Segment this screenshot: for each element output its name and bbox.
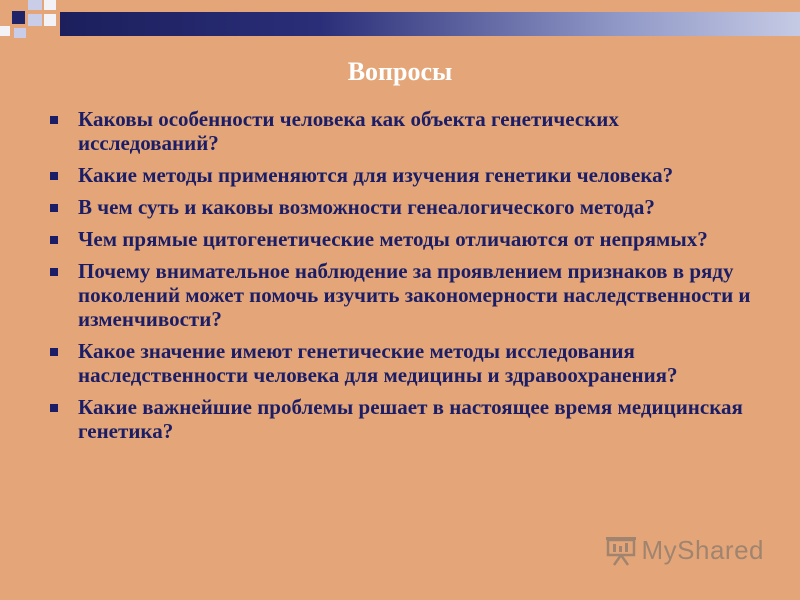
decor-square	[28, 14, 42, 26]
square-bullet-icon	[50, 348, 58, 356]
decor-square	[14, 28, 26, 38]
question-text: Каковы особенности человека как объекта генетических исследований?	[78, 107, 619, 155]
question-item	[48, 339, 758, 387]
question-text: Какие методы применяются для изучения генетики человека?	[78, 163, 674, 187]
top-decoration	[0, 0, 800, 36]
question-item	[48, 195, 758, 219]
question-text: В чем суть и каковы возможности генеалогического метода?	[78, 195, 655, 219]
question-text: Какое значение имеют генетические методы исследования наследственности человека для медицины и здравоохранения?	[78, 339, 678, 387]
slide-title: Вопросы	[347, 57, 453, 86]
square-bullet-icon	[50, 116, 58, 124]
watermark	[604, 534, 765, 566]
question-item	[48, 395, 758, 443]
square-bullet-icon	[50, 204, 58, 212]
decor-square	[44, 0, 56, 10]
question-item	[48, 259, 758, 331]
question-item	[48, 107, 758, 155]
square-bullet-icon	[50, 172, 58, 180]
projector-screen-icon	[604, 534, 638, 566]
question-text: Чем прямые цитогенетические методы отличаются от непрямых?	[78, 227, 708, 251]
question-item	[48, 163, 758, 187]
question-item	[48, 227, 758, 251]
decor-square	[0, 26, 10, 36]
square-bullet-icon	[50, 404, 58, 412]
question-text: Какие важнейшие проблемы решает в настоящее время медицинская генетика?	[78, 395, 743, 443]
decor-square	[44, 14, 56, 26]
questions-list	[48, 107, 758, 451]
header-gradient-bar	[60, 12, 800, 36]
decor-square	[28, 0, 42, 10]
question-text: Почему внимательное наблюдение за проявлением признаков в ряду поколений может помочь изучить закономерности наследственности и изменчивости?	[78, 259, 751, 331]
square-bullet-icon	[50, 268, 58, 276]
watermark-text: MyShared	[641, 534, 764, 565]
square-bullet-icon	[50, 236, 58, 244]
decor-square	[12, 11, 25, 24]
